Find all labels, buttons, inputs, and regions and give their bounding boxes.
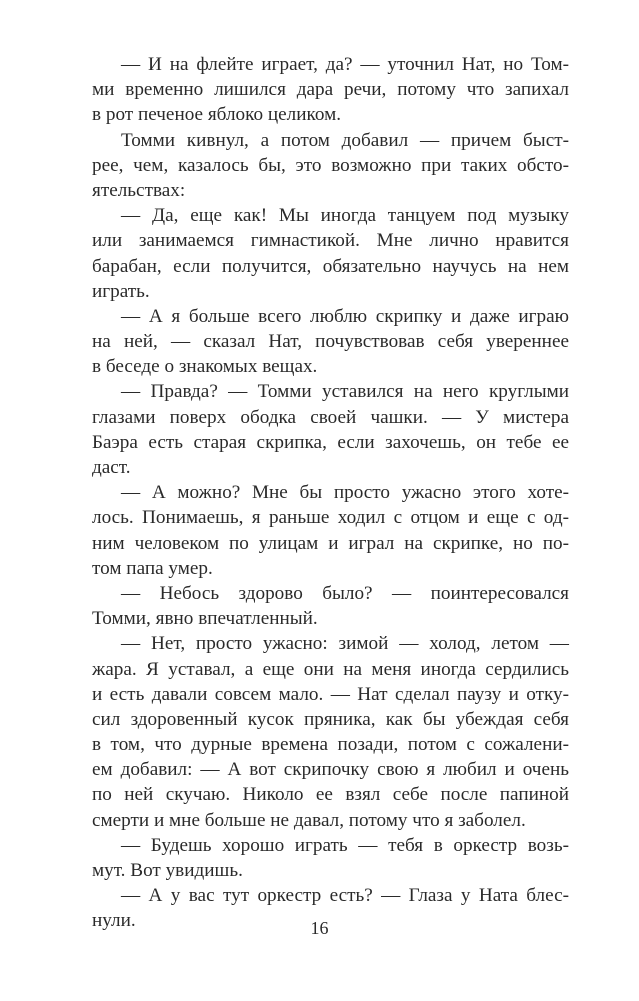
text-line: ми временно лишился дара речи, потому что запихал	[92, 79, 569, 101]
text-line: или занимаемся гимнастикой. Мне лично нравится	[92, 230, 569, 252]
text-line: — Небось здорово было? — поинтересовался	[121, 582, 569, 604]
page-number: 16	[310, 918, 329, 938]
page-body-text	[92, 52, 569, 934]
text-line: и есть давали совсем мало. — Нат сделал паузу и отку-	[92, 683, 569, 705]
text-line: глазами поверх ободка своей чашки. — У мистера	[92, 406, 569, 428]
text-line: — А можно? Мне бы просто ужасно этого хоте-	[121, 482, 569, 504]
text-line: мут. Вот увидишь.	[92, 860, 243, 881]
text-line: на ней, — сказал Нат, почувствовав себя увереннее	[92, 331, 569, 353]
text-line: — А я больше всего люблю скрипку и даже играю	[121, 305, 569, 327]
text-line: рее, чем, казалось бы, это возможно при таких обсто-	[92, 154, 569, 176]
text-line: даст.	[92, 457, 131, 478]
text-line: Томми, явно впечатленный.	[92, 608, 318, 630]
text-line: — Нет, просто ужасно: зимой — холод, летом —	[121, 633, 569, 655]
text-line: Баэра есть старая скрипка, если захочешь, он тебе ее	[92, 431, 569, 453]
text-line: Томми кивнул, а потом добавил — причем быст-	[121, 129, 569, 151]
text-line: том папа умер.	[92, 557, 213, 579]
text-line: в том, что дурные времена позади, потом с сожалени-	[92, 734, 569, 756]
text-line: ятельствах:	[92, 179, 186, 201]
text-line: — Правда? — Томми уставился на него круглыми	[121, 381, 569, 403]
text-line: — Да, еще как! Мы иногда танцуем под музыку	[121, 205, 569, 227]
text-line: сил здоровенный кусок пряника, как бы убеждая себя	[92, 708, 569, 730]
text-line: — Будешь хорошо играть — тебя в оркестр возь-	[121, 834, 569, 856]
text-line: барабан, если получится, обязательно научусь на нем	[92, 255, 569, 277]
text-line: по ней скучаю. Николо ее взял себе после папиной	[92, 784, 569, 806]
text-line: жара. Я уставал, а еще они на меня иногда сердились	[92, 658, 569, 680]
text-line: нули.	[92, 910, 136, 932]
text-line: смерти и мне больше не давал, потому что я заболел.	[92, 809, 526, 831]
text-line: — А у вас тут оркестр есть? — Глаза у Ната блес-	[121, 885, 569, 907]
text-line: играть.	[92, 280, 150, 302]
text-line: ем добавил: — А вот скрипочку свою я любил и очень	[92, 759, 569, 781]
text-line: лось. Понимаешь, я раньше ходил с отцом и еще с од-	[92, 507, 569, 529]
text-line: в беседе о знакомых вещах.	[92, 356, 318, 378]
text-line: — И на флейте играет, да? — уточнил Нат, но Том-	[121, 54, 569, 75]
text-line: ним человеком по улицам и играл на скрипке, но по-	[92, 532, 569, 554]
text-line: в рот печеное яблоко целиком.	[92, 104, 342, 126]
